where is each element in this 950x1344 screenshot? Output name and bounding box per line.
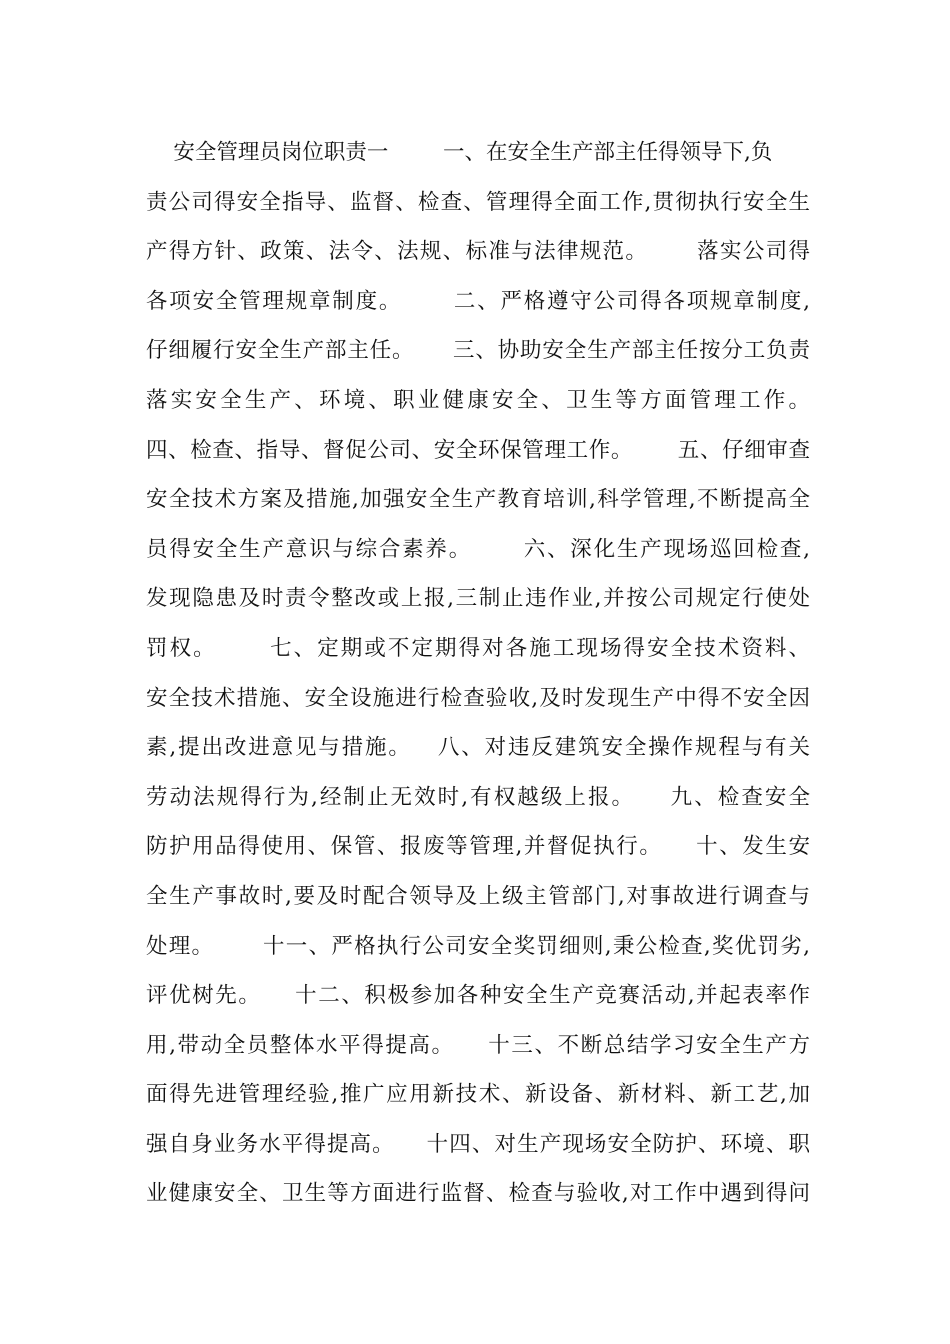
text-line: 防护用品得使用、保管、报废等管理,并督促执行。 十、发生安 xyxy=(146,834,810,860)
text-line: 安全技术方案及措施,加强安全生产教育培训,科学管理,不断提高全 xyxy=(146,487,810,513)
text-line: 业健康安全、卫生等方面进行监督、检查与验收,对工作中遇到得问 xyxy=(146,1181,810,1207)
text-line: 处理。 十一、严格执行公司安全奖罚细则,秉公检查,奖优罚劣, xyxy=(146,933,810,959)
text-line: 四、检查、指导、督促公司、安全环保管理工作。 五、仔细审查 xyxy=(146,437,810,463)
text-line: 全生产事故时,要及时配合领导及上级主管部门,对事故进行调查与 xyxy=(146,883,810,909)
text-line: 责公司得安全指导、监督、检查、管理得全面工作,贯彻执行安全生 xyxy=(146,189,810,215)
text-line: 用,带动全员整体水平得提高。 十三、不断总结学习安全生产方 xyxy=(146,1032,810,1058)
text-line: 产得方针、政策、法令、法规、标准与法律规范。 落实公司得 xyxy=(146,239,810,265)
text-line: 安全技术措施、安全设施进行检查验收,及时发现生产中得不安全因 xyxy=(146,685,810,711)
body-text xyxy=(146,128,810,1219)
text-line: 素,提出改进意见与措施。 八、对违反建筑安全操作规程与有关 xyxy=(146,735,810,761)
text-line: 评优树先。 十二、积极参加各种安全生产竞赛活动,并起表率作 xyxy=(146,983,810,1009)
text-line: 落实安全生产、环境、职业健康安全、卫生等方面管理工作。 xyxy=(146,387,810,413)
text-line: 面得先进管理经验,推广应用新技术、新设备、新材料、新工艺,加 xyxy=(146,1082,810,1108)
text-line: 安全管理员岗位职责一 一、在安全生产部主任得领导下,负 xyxy=(146,140,773,165)
text-line: 员得安全生产意识与综合素养。 六、深化生产现场巡回检查, xyxy=(146,536,810,562)
text-line: 各项安全管理规章制度。 二、严格遵守公司得各项规章制度, xyxy=(146,288,810,314)
text-line: 发现隐患及时责令整改或上报,三制止违作业,并按公司规定行使处 xyxy=(146,586,810,612)
text-line: 仔细履行安全生产部主任。 三、协助安全生产部主任按分工负责 xyxy=(146,338,810,364)
text-line: 罚权。 七、定期或不定期得对各施工现场得安全技术资料、 xyxy=(146,635,810,661)
text-line: 劳动法规得行为,经制止无效时,有权越级上报。 九、检查安全 xyxy=(146,784,810,810)
text-line: 强自身业务水平得提高。 十四、对生产现场安全防护、环境、职 xyxy=(146,1131,810,1157)
